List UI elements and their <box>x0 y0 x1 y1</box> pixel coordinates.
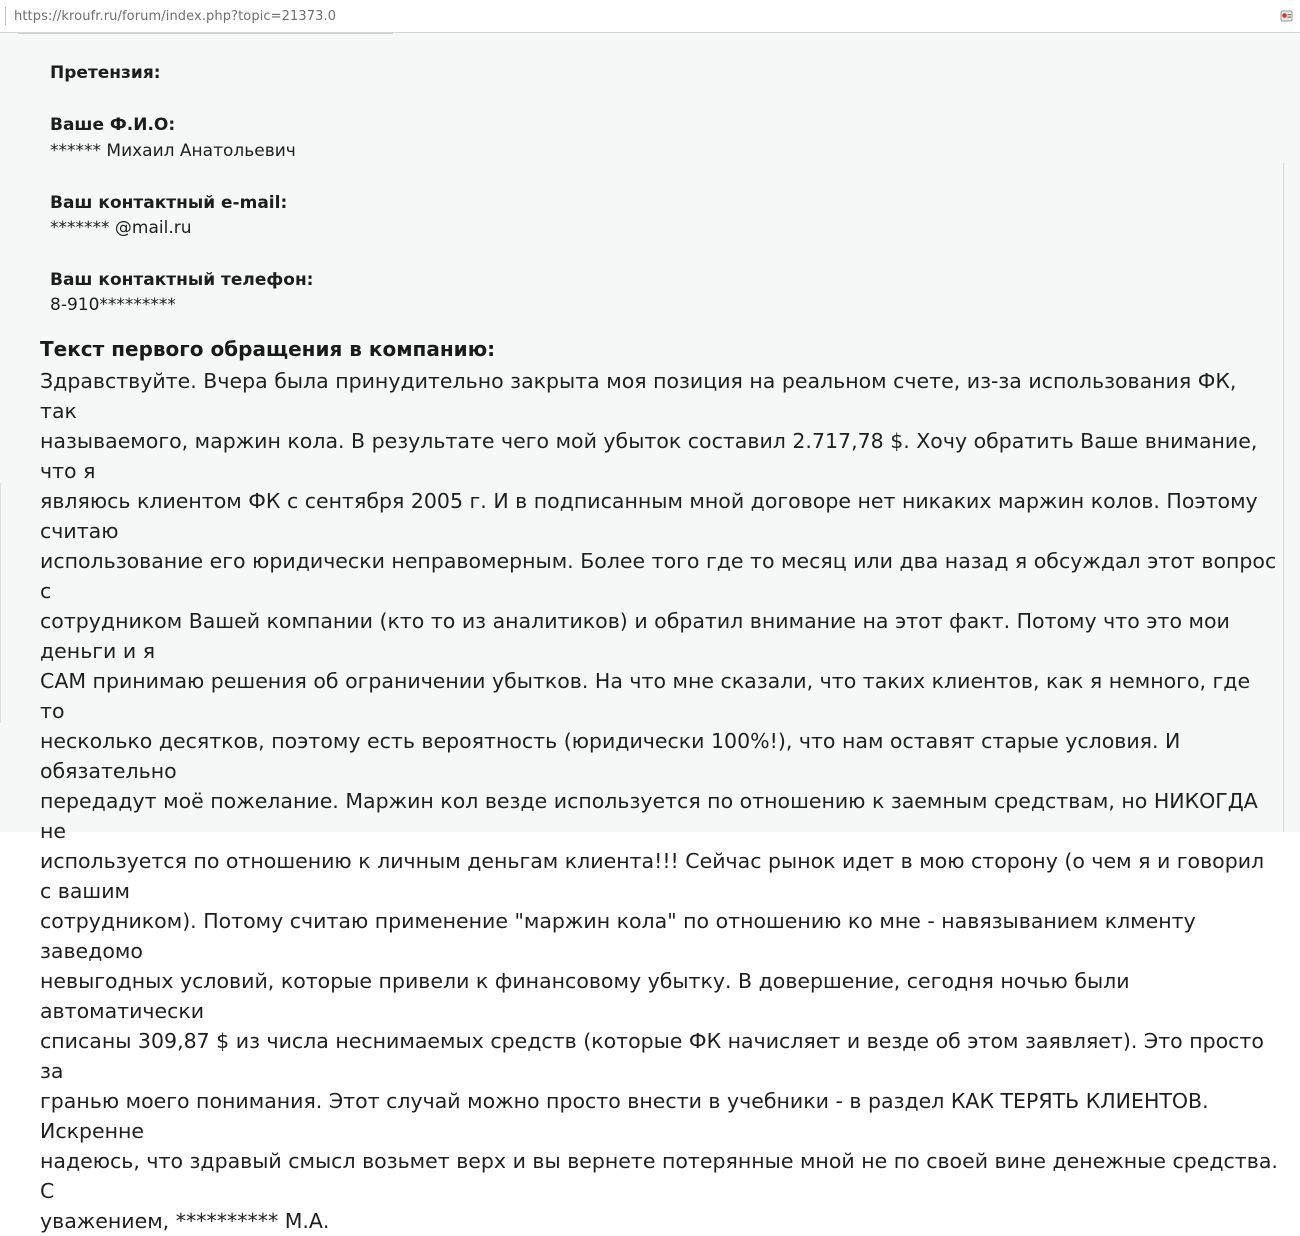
message-line: Здравствуйте. Вчера была принудительно закрыта моя позиция на реальном счете, из-за использования ФК, так <box>40 369 1237 423</box>
left-edge-line <box>0 483 1 723</box>
message-line: называемого, маржин кола. В результате чего мой убыток составил 2.717,78 $. Хочу обратить Ваше внимание, что я <box>40 429 1258 483</box>
message-line: гранью моего понимания. Этот случай можно просто внести в учебники - в раздел КАК ТЕРЯТЬ КЛИЕНТОВ. Искренне <box>40 1089 1209 1143</box>
message-line: являюсь клиентом ФК с сентября 2005 г. И в подписанным мной договоре нет никаких маржин колов. Поэтому считаю <box>40 489 1258 543</box>
message-line: уважением, ********** М.А. <box>40 1209 330 1233</box>
phone-value: 8-910********* <box>50 295 176 315</box>
message-title: Текст первого обращения в компанию: <box>40 337 496 361</box>
url-text[interactable]: https://kroufr.ru/forum/index.php?topic=21373.0 <box>14 9 337 24</box>
message-line: несколько десятков, поэтому есть вероятность (юридически 100%!), что нам оставят старые условия. И обязательно <box>40 729 1181 783</box>
right-edge-line <box>1283 163 1284 832</box>
claim-label: Претензия: <box>50 63 161 83</box>
phone-label: Ваш контактный телефон: <box>50 270 314 290</box>
message-line: передадут моё пожелание. Маржин кол везде используется по отношению к заемным средствам, но НИКОГДА не <box>40 789 1258 843</box>
separator-line <box>18 33 393 34</box>
message-line: использование его юридически неправомерным. Более того где то месяц или два назад я обсуждал этот вопрос с <box>40 549 1277 603</box>
site-info-icon[interactable] <box>1280 9 1293 22</box>
name-label: Ваше Ф.И.О: <box>50 115 176 135</box>
page-content <box>0 33 1300 1233</box>
address-bar-divider <box>5 7 6 25</box>
email-label: Ваш контактный e-mail: <box>50 193 288 213</box>
message-line: сотрудником Вашей компании (кто то из аналитиков) и обратил внимание на этот факт. Потому что это мои деньги и я <box>40 609 1230 663</box>
message-line: используется по отношению к личным деньгам клиента!!! Сейчас рынок идет в мою сторону (о чем я и говорил с вашим <box>40 849 1265 903</box>
message-line: САМ принимаю решения об ограничении убытков. На что мне сказали, что таких клиентов, как я немного, где то <box>40 669 1251 723</box>
message-line: списаны 309,87 $ из числа неснимаемых средств (которые ФК начисляет и везде об этом заявляет). Это просто за <box>40 1029 1264 1083</box>
message-line: невыгодных условий, которые привели к финансовому убытку. В довершение, сегодня ночью были автоматически <box>40 969 1130 1023</box>
message-body <box>40 366 1278 1236</box>
email-value: ******* @mail.ru <box>50 218 192 238</box>
message-line: надеюсь, что здравый смысл возьмет верх и вы вернете потерянные мной не по своей вине денежные средства. С <box>40 1149 1278 1203</box>
name-value: ****** Михаил Анатольевич <box>50 141 296 161</box>
address-bar[interactable] <box>0 0 1300 33</box>
message-line: сотрудником). Потому считаю применение "маржин кола" по отношению ко мне - навязыванием клменту заведомо <box>40 909 1196 963</box>
